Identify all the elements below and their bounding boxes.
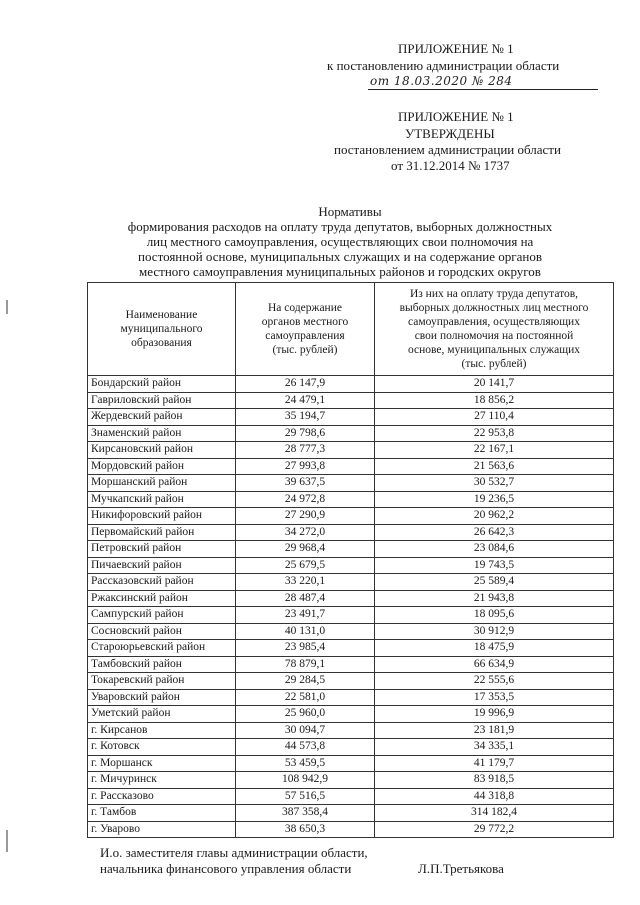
row-maintenance: 39 637,5: [236, 475, 375, 492]
table-row: [88, 607, 614, 624]
column-header-maintenance: На содержание органов местного самоуправления (тыс. рублей): [236, 283, 375, 376]
row-name: г. Рассказово: [88, 788, 236, 805]
row-salary: 22 953,8: [375, 425, 614, 442]
row-salary: 22 555,6: [375, 673, 614, 690]
row-maintenance: 22 581,0: [236, 689, 375, 706]
row-name: Первомайский район: [88, 524, 236, 541]
table-row: [88, 574, 614, 591]
row-maintenance: 25 679,5: [236, 557, 375, 574]
row-name: Тамбовский район: [88, 656, 236, 673]
row-name: Сосновский район: [88, 623, 236, 640]
row-salary: 83 918,5: [375, 772, 614, 789]
handwriting-underline: [368, 89, 598, 90]
row-maintenance: 78 879,1: [236, 656, 375, 673]
row-name: Мучкапский район: [88, 491, 236, 508]
row-maintenance: 44 573,8: [236, 739, 375, 756]
table-row: [88, 458, 614, 475]
row-salary: 25 589,4: [375, 574, 614, 591]
table-row: [88, 409, 614, 426]
table-row: [88, 541, 614, 558]
row-maintenance: 29 284,5: [236, 673, 375, 690]
row-maintenance: 108 942,9: [236, 772, 375, 789]
signatory-name: Л.П.Третьякова: [418, 861, 504, 876]
table-row: [88, 442, 614, 459]
row-name: г. Уварово: [88, 821, 236, 838]
row-maintenance: 29 798,6: [236, 425, 375, 442]
document-heading: Нормативы: [318, 204, 382, 219]
table-row: [88, 524, 614, 541]
row-name: г. Тамбов: [88, 805, 236, 822]
signatory-position-line-2: начальника финансового управления области: [100, 861, 352, 876]
row-salary: 22 167,1: [375, 442, 614, 459]
row-maintenance: 40 131,0: [236, 623, 375, 640]
approved-label: УТВЕРЖДЕНЫ: [405, 126, 495, 141]
row-maintenance: 34 272,0: [236, 524, 375, 541]
row-maintenance: 27 290,9: [236, 508, 375, 525]
table-row: [88, 376, 614, 393]
row-name: Никифоровский район: [88, 508, 236, 525]
row-salary: 26 642,3: [375, 524, 614, 541]
table-row: [88, 491, 614, 508]
row-salary: 20 141,7: [375, 376, 614, 393]
row-maintenance: 23 491,7: [236, 607, 375, 624]
resolution-reference: к постановлению администрации области: [327, 58, 560, 73]
table-row: [88, 508, 614, 525]
row-salary: 21 563,6: [375, 458, 614, 475]
row-salary: 18 095,6: [375, 607, 614, 624]
row-maintenance: 24 972,8: [236, 491, 375, 508]
row-name: г. Котовск: [88, 739, 236, 756]
row-salary: 27 110,4: [375, 409, 614, 426]
row-name: Знаменский район: [88, 425, 236, 442]
row-name: г. Моршанск: [88, 755, 236, 772]
table-row: [88, 788, 614, 805]
table-row: [88, 805, 614, 822]
row-salary: 19 236,5: [375, 491, 614, 508]
table-row: [88, 557, 614, 574]
normatives-table: [87, 282, 614, 838]
row-salary: 19 996,9: [375, 706, 614, 723]
row-name: Гавриловский район: [88, 392, 236, 409]
row-salary: 41 179,7: [375, 755, 614, 772]
row-name: Кирсановский район: [88, 442, 236, 459]
signatory-position-line-1: И.о. заместителя главы администрации области,: [100, 845, 368, 860]
table-row: [88, 821, 614, 838]
table-row: [88, 755, 614, 772]
appendix-label-top: ПРИЛОЖЕНИЕ № 1: [398, 41, 514, 56]
appendix-label-second: ПРИЛОЖЕНИЕ № 1: [398, 109, 514, 124]
table-row: [88, 640, 614, 657]
row-salary: 29 772,2: [375, 821, 614, 838]
row-name: Рассказовский район: [88, 574, 236, 591]
row-salary: 34 335,1: [375, 739, 614, 756]
row-maintenance: 23 985,4: [236, 640, 375, 657]
handwritten-date-number: от 18.03.2020 № 284: [370, 74, 513, 88]
scan-mark: [6, 830, 8, 852]
row-maintenance: 25 960,0: [236, 706, 375, 723]
row-maintenance: 28 487,4: [236, 590, 375, 607]
column-header-salary: Из них на оплату труда депутатов, выборных должностных лиц местного самоуправления, осуществляющих свои полномочия на постоянной основе, муниципальных служащих (тыс. рублей): [375, 283, 614, 376]
row-name: Староюрьевский район: [88, 640, 236, 657]
row-maintenance: 38 650,3: [236, 821, 375, 838]
row-name: Жердевский район: [88, 409, 236, 426]
row-name: Уваровский район: [88, 689, 236, 706]
table-row: [88, 656, 614, 673]
title-line-2: лиц местного самоуправления, осуществляющих свои полномочия на: [146, 234, 534, 249]
row-salary: 30 532,7: [375, 475, 614, 492]
row-name: г. Кирсанов: [88, 722, 236, 739]
row-maintenance: 27 993,8: [236, 458, 375, 475]
row-salary: 17 353,5: [375, 689, 614, 706]
table-row: [88, 772, 614, 789]
row-name: Бондарский район: [88, 376, 236, 393]
row-name: Петровский район: [88, 541, 236, 558]
column-header-name: Наименование муниципального образования: [88, 283, 236, 376]
row-maintenance: 33 220,1: [236, 574, 375, 591]
row-maintenance: 53 459,5: [236, 755, 375, 772]
row-maintenance: 35 194,7: [236, 409, 375, 426]
table-row: [88, 425, 614, 442]
row-name: Уметский район: [88, 706, 236, 723]
row-salary: 66 634,9: [375, 656, 614, 673]
row-salary: 30 912,9: [375, 623, 614, 640]
table-row: [88, 706, 614, 723]
approved-by-resolution: постановлением администрации области: [334, 142, 561, 157]
row-salary: 20 962,2: [375, 508, 614, 525]
table-row: [88, 590, 614, 607]
row-maintenance: 30 094,7: [236, 722, 375, 739]
row-maintenance: 29 968,4: [236, 541, 375, 558]
row-salary: 18 856,2: [375, 392, 614, 409]
table-row: [88, 673, 614, 690]
row-maintenance: 57 516,5: [236, 788, 375, 805]
title-line-1: формирования расходов на оплату труда депутатов, выборных должностных: [127, 219, 553, 234]
row-salary: 23 181,9: [375, 722, 614, 739]
table-header-row: [88, 283, 614, 376]
row-name: Ржаксинский район: [88, 590, 236, 607]
title-line-3: постоянной основе, муниципальных служащих и на содержание органов: [138, 249, 542, 264]
table-row: [88, 739, 614, 756]
table-row: [88, 392, 614, 409]
approval-date-number: от 31.12.2014 № 1737: [391, 158, 510, 173]
row-name: Сампурский район: [88, 607, 236, 624]
row-maintenance: 24 479,1: [236, 392, 375, 409]
table-row: [88, 475, 614, 492]
row-salary: 314 182,4: [375, 805, 614, 822]
row-maintenance: 26 147,9: [236, 376, 375, 393]
row-name: Токаревский район: [88, 673, 236, 690]
row-maintenance: 28 777,3: [236, 442, 375, 459]
row-name: Пичаевский район: [88, 557, 236, 574]
row-salary: 21 943,8: [375, 590, 614, 607]
row-name: Моршанский район: [88, 475, 236, 492]
table-row: [88, 689, 614, 706]
table-row: [88, 623, 614, 640]
scan-mark: [6, 300, 8, 314]
row-salary: 44 318,8: [375, 788, 614, 805]
row-name: Мордовский район: [88, 458, 236, 475]
table-row: [88, 722, 614, 739]
row-maintenance: 387 358,4: [236, 805, 375, 822]
row-name: г. Мичуринск: [88, 772, 236, 789]
row-salary: 23 084,6: [375, 541, 614, 558]
row-salary: 18 475,9: [375, 640, 614, 657]
title-line-4: местного самоуправления муниципальных районов и городских округов: [139, 264, 541, 279]
row-salary: 19 743,5: [375, 557, 614, 574]
